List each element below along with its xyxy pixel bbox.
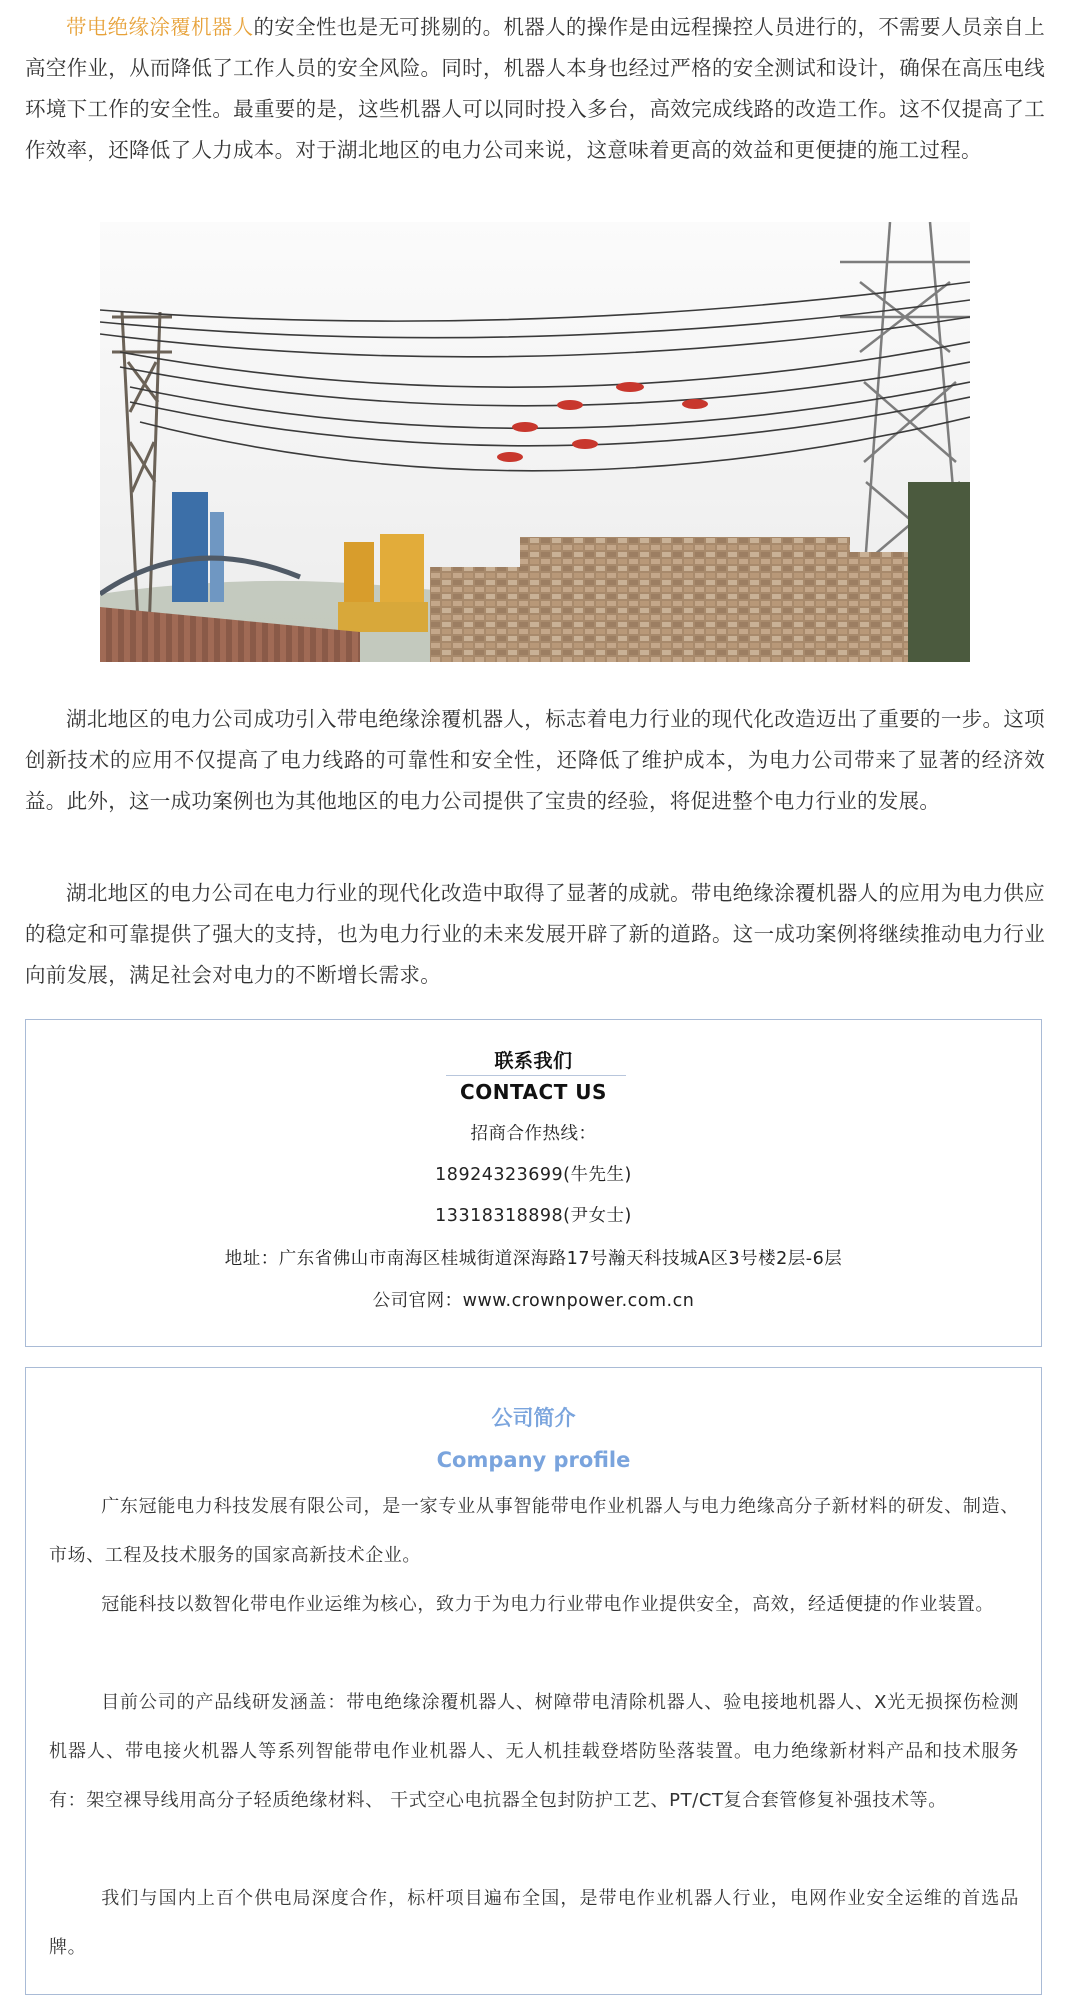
- profile-title: 公司简介: [491, 1406, 576, 1430]
- contact-box: [25, 1019, 1042, 1347]
- robot-keyword-link[interactable]: 带电绝缘涂覆机器人: [66, 15, 254, 39]
- contact-title-divider: [446, 1075, 626, 1076]
- phone-2[interactable]: 13318318898(尹女士): [435, 1206, 632, 1226]
- profile-paragraph-2: 冠能科技以数智化带电作业运维为核心，致力于为电力行业带电作业提供安全，高效，经适便捷的作业装置。: [101, 1594, 994, 1615]
- hotline-label: 招商合作热线：: [470, 1124, 597, 1144]
- profile-paragraph-3: 目前公司的产品线研发涵盖：带电绝缘涂覆机器人、树障带电清除机器人、验电接地机器人、X光无损探伤检测机器人、带电接火机器人等系列智能带电作业机器人、无人机挂载登塔防坠落装置。电力绝缘新材料产品和技术服务有：架空裸导线用高分子轻质绝缘材料、 干式空心电抗器全包封防护工艺、PT/CT复合套管修复补强技术等。: [49, 1692, 1019, 1811]
- profile-title-en: Company profile: [436, 1448, 631, 1472]
- company-profile-box: [25, 1367, 1042, 1995]
- contact-title: 联系我们: [494, 1050, 573, 1072]
- paragraph-1-text: 的安全性也是无可挑剔的。机器人的操作是由远程操控人员进行的，不需要人员亲自上高空作业，从而降低了工作人员的安全风险。同时，机器人本身也经过严格的安全测试和设计，确保在高压电线环境下工作的安全性。最重要的是，这些机器人可以同时投入多台，高效完成线路的改造工作。这不仅提高了工作效率，还降低了人力成本。对于湖北地区的电力公司来说，这意味着更高的效益和更便捷的施工过程。: [25, 15, 1046, 162]
- article-paragraph-2: 湖北地区的电力公司成功引入带电绝缘涂覆机器人，标志着电力行业的现代化改造迈出了重要的一步。这项创新技术的应用不仅提高了电力线路的可靠性和安全性，还降低了维护成本，为电力公司带来了显著的经济效益。此外，这一成功案例也为其他地区的电力公司提供了宝贵的经验，将促进整个电力行业的发展。: [25, 707, 1045, 813]
- website-link[interactable]: 公司官网：www.crownpower.com.cn: [372, 1291, 695, 1311]
- profile-paragraph-4: 我们与国内上百个供电局深度合作，标杆项目遍布全国，是带电作业机器人行业，电网作业安全运维的首选品牌。: [49, 1888, 1019, 1958]
- article-paragraph-1: [25, 7, 1045, 171]
- power-line-robots-photo: [100, 222, 970, 662]
- phone-1[interactable]: 18924323699(牛先生): [435, 1165, 632, 1185]
- article-paragraph-3: 湖北地区的电力公司在电力行业的现代化改造中取得了显著的成就。带电绝缘涂覆机器人的应用为电力供应的稳定和可靠提供了强大的支持，也为电力行业的未来发展开辟了新的道路。这一成功案例将继续推动电力行业向前发展，满足社会对电力的不断增长需求。: [25, 881, 1045, 987]
- contact-title-en: CONTACT US: [460, 1080, 607, 1104]
- address-text: 地址：广东省佛山市南海区桂城街道深海路17号瀚天科技城A区3号楼2层-6层: [224, 1249, 843, 1269]
- profile-paragraph-1: 广东冠能电力科技发展有限公司，是一家专业从事智能带电作业机器人与电力绝缘高分子新材料的研发、制造、市场、工程及技术服务的国家高新技术企业。: [49, 1496, 1019, 1566]
